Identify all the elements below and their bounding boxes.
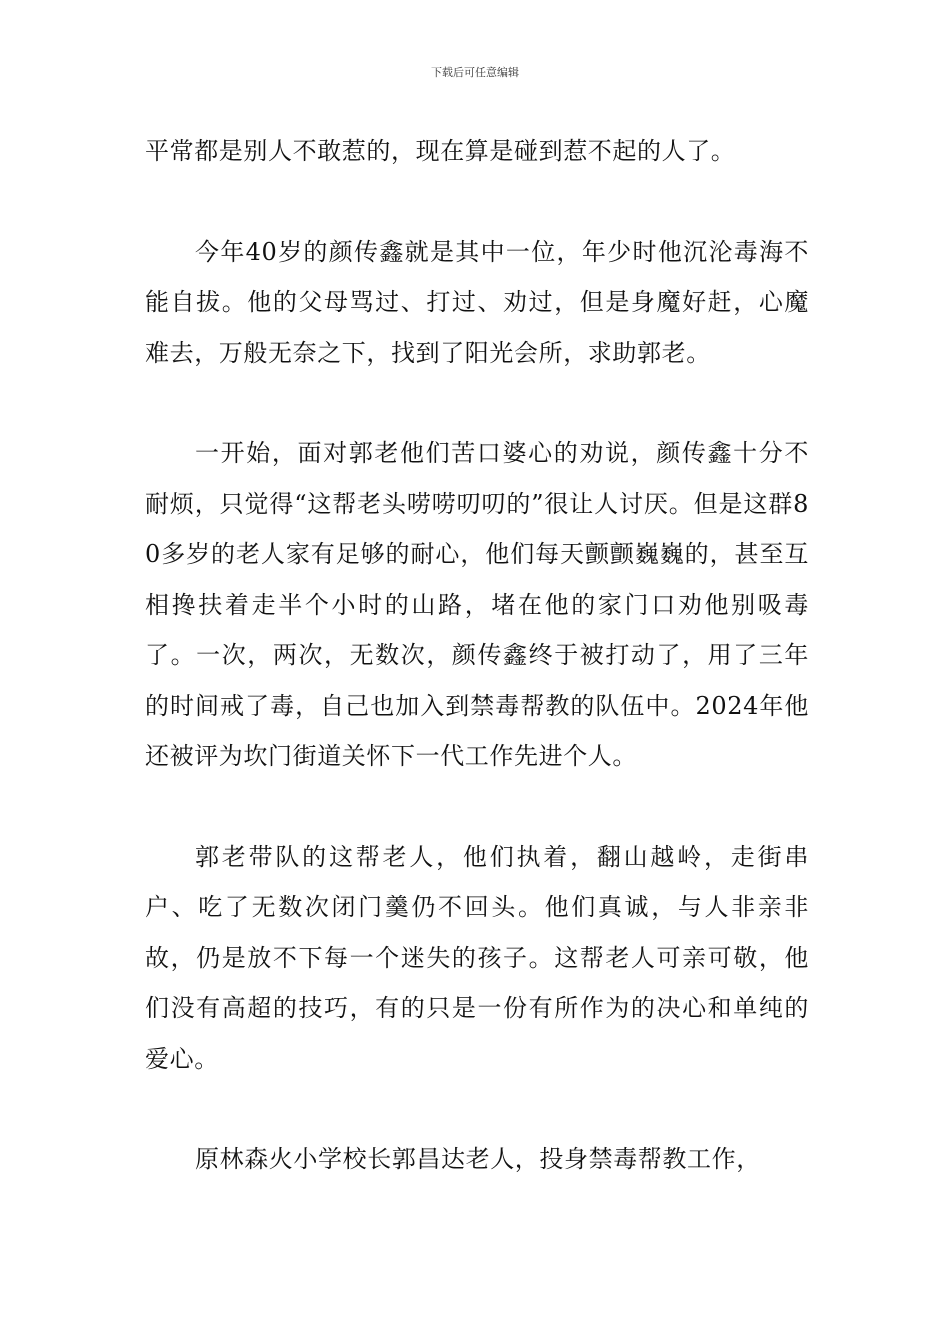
paragraph-guo-changda: 原林森火小学校长郭昌达老人，投身禁毒帮教工作，: [195, 1145, 761, 1173]
page-header-note: 下载后可任意编辑: [431, 66, 519, 79]
document-body: [145, 126, 809, 1185]
paragraph-persuasion-story: 一开始，面对郭老他们苦口婆心的劝说，颜传鑫十分不耐烦，只觉得“这帮老头唠唠叨叨的”很让人讨厌。但是这群80多岁的老人家有足够的耐心，他们每天颤颤巍巍的，甚至互相搀扶着走半个小时的山路，堵在他的家门口劝他别吸毒了。一次，两次，无数次，颜传鑫终于被打动了，用了三年的时间戒了毒，自己也加入到禁毒帮教的队伍中。2024年他还被评为坎门街道关怀下一代工作先进个人。: [145, 439, 809, 770]
paragraph-continuation: 平常都是别人不敢惹的，现在算是碰到惹不起的人了。: [145, 137, 736, 165]
paragraph-elders-team: 郭老带队的这帮老人，他们执着，翻山越岭，走街串户、吃了无数次闭门羹仍不回头。他们真诚，与人非亲非故，仍是放不下每一个迷失的孩子。这帮老人可亲可敬，他们没有高超的技巧，有的只是一份有所作为的决心和单纯的爱心。: [145, 842, 809, 1073]
paragraph-yan-chuanxin-intro: 今年40岁的颜传鑫就是其中一位，年少时他沉沦毒海不能自拔。他的父母骂过、打过、劝过，但是身魔好赶，心魔难去，万般无奈之下，找到了阳光会所，求助郭老。: [145, 237, 809, 367]
